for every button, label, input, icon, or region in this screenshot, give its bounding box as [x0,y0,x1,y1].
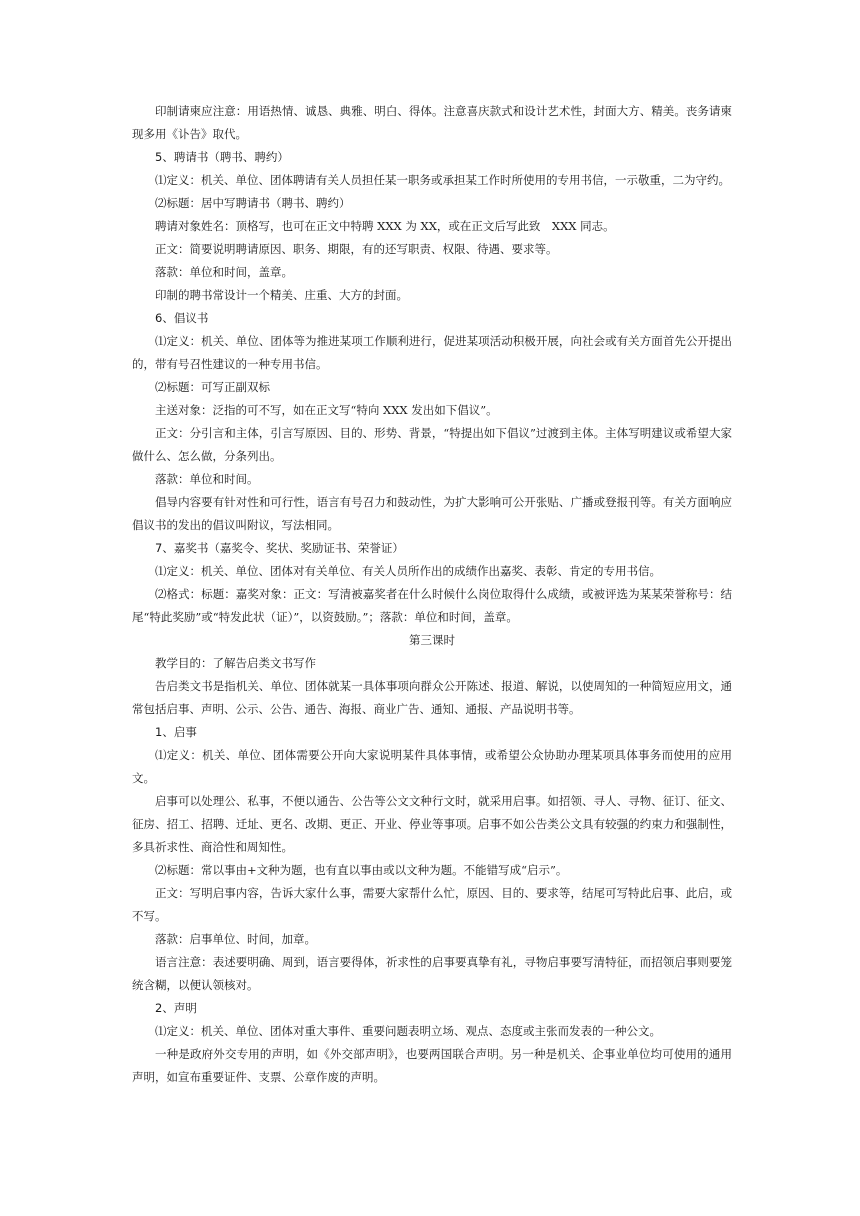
paragraph: ⑴定义：机关、单位、团体需要公开向大家说明某件具体事情，或希望公众协助办理某项具体事务而使用的应用文。 [132,748,732,785]
section-heading: 6、倡议书 [155,311,209,325]
paragraph: 告启类文书是指机关、单位、团体就某一具体事项向群众公开陈述、报道、解说，以使周知的一种简短应用文，通常包括启事、声明、公示、公告、通告、海报、商业广告、通知、通报、产品说明书等。 [132,679,732,716]
section-heading: 5、聘请书（聘书、聘约） [155,150,289,164]
paragraph: ⑴定义：机关、单位、团体聘请有关人员担任某一职务或承担某工作时所使用的专用书信，一示敬重，二为守约。 [155,173,730,187]
paragraph: 语言注意：表述要明确、周到，语言要得体，祈求性的启事要真挚有礼，寻物启事要写清特征，而招领启事则要笼统含糊，以便认领核对。 [132,955,732,992]
lesson-title: 第三课时 [409,633,455,647]
paragraph: 倡导内容要有针对性和可行性，语言有号召力和鼓动性，为扩大影响可公开张贴、广播或登报刊等。有关方面响应倡议书的发出的倡议叫附议，写法相同。 [132,495,732,532]
paragraph: 落款：启事单位、时间，加章。 [155,932,316,946]
paragraph: ⑵格式：标题：嘉奖对象：正文：写清被嘉奖者在什么时候什么岗位取得什么成绩，或被评选为某某荣誉称号：结尾“特此奖励”或“特发此状（证）”，以资鼓励。”；落款：单位和时间，盖章。 [132,587,732,624]
paragraph: 正文：简要说明聘请原因、职务、期限，有的还写职责、权限、待遇、要求等。 [155,242,558,256]
paragraph: 教学目的：了解告启类文书写作 [155,656,316,670]
paragraph: 一种是政府外交专用的声明，如《外交部声明》，也要两国联合声明。另一种是机关、企事业单位均可使用的通用声明，如宣布重要证件、支票、公章作废的声明。 [132,1047,732,1084]
paragraph: ⑴定义：机关、单位、团体对重大事件、重要问题表明立场、观点、态度或主张而发表的一种公文。 [155,1024,661,1038]
paragraph: 正文：写明启事内容，告诉大家什么事，需要大家帮什么忙，原因、目的、要求等，结尾可写特此启事、此启，或不写。 [132,886,732,923]
paragraph: ⑴定义：机关、单位、团体对有关单位、有关人员所作出的成绩作出嘉奖、表彰、肯定的专用书信。 [155,564,661,578]
paragraph: ⑵标题：可写正副双标 [155,380,270,394]
paragraph: 正文：分引言和主体，引言写原因、目的、形势、背景，“特提出如下倡议”过渡到主体。主体写明建议或希望大家做什么、怎么做，分条列出。 [132,426,732,463]
paragraph: 主送对象：泛指的可不写，如在正文写“特向 XXX 发出如下倡议”。 [155,403,498,417]
section-heading: 1、启事 [155,725,197,739]
paragraph: ⑵标题：常以事由+文种为题，也有直以事由或以文种为题。不能错写成“启示”。 [155,863,568,877]
paragraph: 印制的聘书常设计一个精美、庄重、大方的封面。 [155,288,408,302]
paragraph: 落款：单位和时间，盖章。 [155,265,293,279]
paragraph: 启事可以处理公、私事，不便以通告、公告等公文文种行文时，就采用启事。如招领、寻人、寻物、征订、征文、征房、招工、招聘、迁址、更名、改期、更正、开业、停业等事项。启事不如公告类公文具有较强的约束力和强制性，多具祈求性、商洽性和周知性。 [132,794,732,854]
paragraph: 印制请柬应注意：用语热情、诚恳、典雅、明白、得体。注意喜庆款式和设计艺术性，封面大方、精美。丧务请柬现多用《讣告》取代。 [132,104,732,141]
section-heading: 2、声明 [155,1001,197,1015]
paragraph: 聘请对象姓名：顶格写，也可在正文中特聘 XXX 为 XX，或在正文后写此致 XXX 同志。 [155,219,615,233]
paragraph: 落款：单位和时间。 [155,472,259,486]
paragraph: ⑴定义：机关、单位、团体等为推进某项工作顺利进行，促进某项活动积极开展，向社会或有关方面首先公开提出的，带有号召性建议的一种专用书信。 [132,334,732,371]
document-page [132,100,732,1089]
section-heading: 7、嘉奖书（嘉奖令、奖状、奖励证书、荣誉证） [155,541,404,555]
paragraph: ⑵标题：居中写聘请书（聘书、聘约） [155,196,351,210]
